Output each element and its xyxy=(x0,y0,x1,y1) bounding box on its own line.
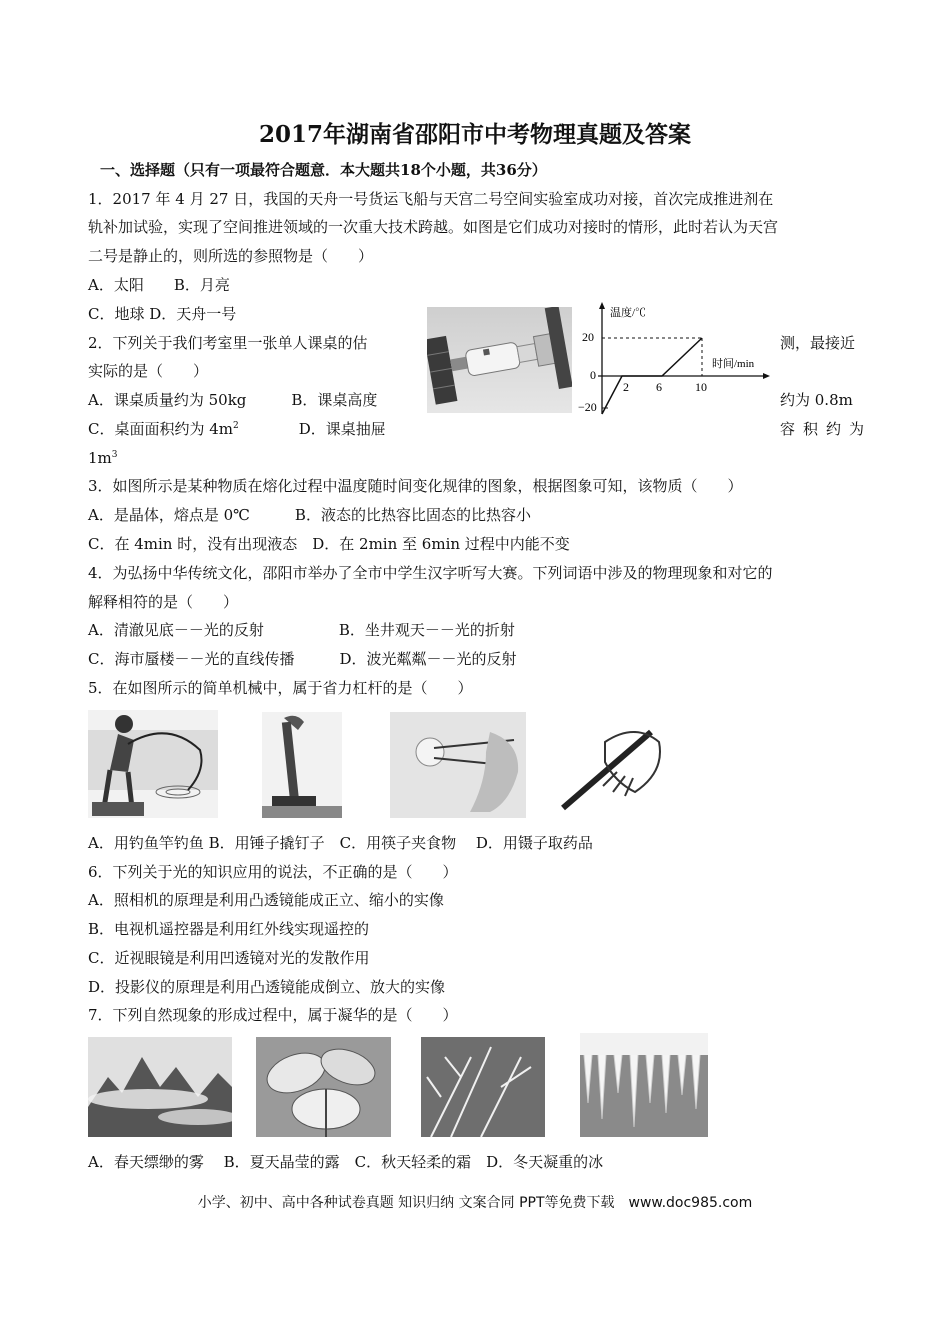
tick-y-20: 20 xyxy=(582,330,594,344)
q3-options-cd: C．在 4min 时，没有出现液态 D．在 2min 至 6min 过程中内能不变 xyxy=(88,535,570,553)
q7-options: A．春天缥缈的雾 B．夏天晶莹的露 C．秋天轻柔的霜 D．冬天凝重的冰 xyxy=(88,1153,604,1171)
q6-option-a: A．照相机的原理是利用凸透镜能成正立、缩小的实像 xyxy=(88,891,444,909)
q4-line-2: 解释相符的是（ ） xyxy=(88,593,239,611)
q2-c-sup: 2 xyxy=(233,421,239,431)
q1-line-3: 二号是静止的，则所选的参照物是（ ） xyxy=(88,247,374,265)
dew-image xyxy=(256,1037,391,1137)
tick-y-0: 0 xyxy=(590,368,596,382)
section-heading: 一、选择题（只有一项最符合题意．本大题共18个小题，共36分） xyxy=(100,161,547,179)
q3-options-ab: A．是晶体，熔点是 0℃ B．液态的比热容比固态的比热容小 xyxy=(88,506,531,524)
chopsticks-image xyxy=(390,712,526,818)
melting-graph xyxy=(576,300,776,418)
q2-line-1-right: 测，最接近 xyxy=(780,334,856,352)
x-axis-label: 时间/min xyxy=(712,358,755,370)
q7-line-1: 7．下列自然现象的形成过程中，属于凝华的是（ ） xyxy=(88,1006,458,1024)
page-title: 2017年湖南省邵阳市中考物理真题及答案 xyxy=(258,121,691,148)
tick-x-6: 6 xyxy=(656,380,662,394)
q6-line-1: 6．下列关于光的知识应用的说法，不正确的是（ ） xyxy=(88,863,458,881)
tick-y-neg20: −20 xyxy=(578,400,597,414)
space-station-image xyxy=(427,307,572,413)
q1-line-1: 1．2017 年 4 月 27 日，我国的天舟一号货运飞船与天宫二号空间实验室成功对接，首次完成推进剂在 xyxy=(88,190,774,208)
fog-image xyxy=(88,1037,232,1137)
q5-options: A．用钓鱼竿钓鱼 B．用锤子撬钉子 C．用筷子夹食物 D．用镊子取药品 xyxy=(88,834,593,852)
q6-option-d: D．投影仪的原理是利用凸透镜能成倒立、放大的实像 xyxy=(88,978,446,996)
q2-options-ab-right: 约为 0.8m xyxy=(780,391,853,409)
frost-image xyxy=(421,1037,545,1137)
q6-option-b: B．电视机遥控器是利用红外线实现遥控的 xyxy=(88,920,370,938)
q2-d-text: D．课桌抽屉 xyxy=(238,420,386,438)
q4-options-cd: C．海市蜃楼－－光的直线传播 D．波光粼粼－－光的反射 xyxy=(88,650,517,668)
q4-options-ab: A．清澈见底－－光的反射 B．坐井观天－－光的折射 xyxy=(88,621,515,639)
q3-line-1: 3．如图所示是某种物质在熔化过程中温度随时间变化规律的图象，根据图象可知，该物质（ ） xyxy=(88,477,743,495)
q2-c-text: C．桌面面积约为 4m xyxy=(88,420,234,438)
q2-tail-sup: 3 xyxy=(111,450,118,460)
q2-options-cd-left xyxy=(88,419,386,439)
x-axis-arrow-icon xyxy=(763,373,770,379)
tick-x-2: 2 xyxy=(623,380,629,394)
footer-note: 小学、初中、高中各种试卷真题 知识归纳 文案合同 PPT等免费下载 www.doc985.com xyxy=(197,1195,753,1211)
q1-options-ab: A．太阳 B．月亮 xyxy=(88,276,230,294)
q2-line-2: 实际的是（ ） xyxy=(88,362,209,380)
q2-options-cd-right: 容 积 约 为 xyxy=(780,420,864,438)
tweezers-image xyxy=(555,712,667,818)
q2-tail xyxy=(88,448,118,468)
tick-x-10: 10 xyxy=(695,380,707,394)
q1-options-cd: C．地球 D．天舟一号 xyxy=(88,305,237,323)
y-axis-arrow-icon xyxy=(599,302,605,309)
q4-line-1: 4．为弘扬中华传统文化，邵阳市举办了全市中学生汉字听写大赛。下列词语中涉及的物理现象和对它的 xyxy=(88,564,773,582)
q2-tail-text: 1m xyxy=(88,449,112,467)
q5-line-1: 5．在如图所示的简单机械中，属于省力杠杆的是（ ） xyxy=(88,679,473,697)
ice-image xyxy=(580,1033,708,1137)
y-axis-label: 温度/℃ xyxy=(610,307,647,319)
fishing-rod-image xyxy=(88,710,218,818)
q2-options-ab-left: A．课桌质量约为 50kg B．课桌高度 xyxy=(88,391,378,409)
hammer-image xyxy=(262,712,342,818)
q6-option-c: C．近视眼镜是利用凹透镜对光的发散作用 xyxy=(88,949,370,967)
q1-line-2: 轨补加试验，实现了空间推进领域的一次重大技术跨越。如图是它们成功对接时的情形，此时若认为天宫 xyxy=(88,218,779,236)
q2-line-1-left: 2．下列关于我们考室里一张单人课桌的估 xyxy=(88,334,368,352)
